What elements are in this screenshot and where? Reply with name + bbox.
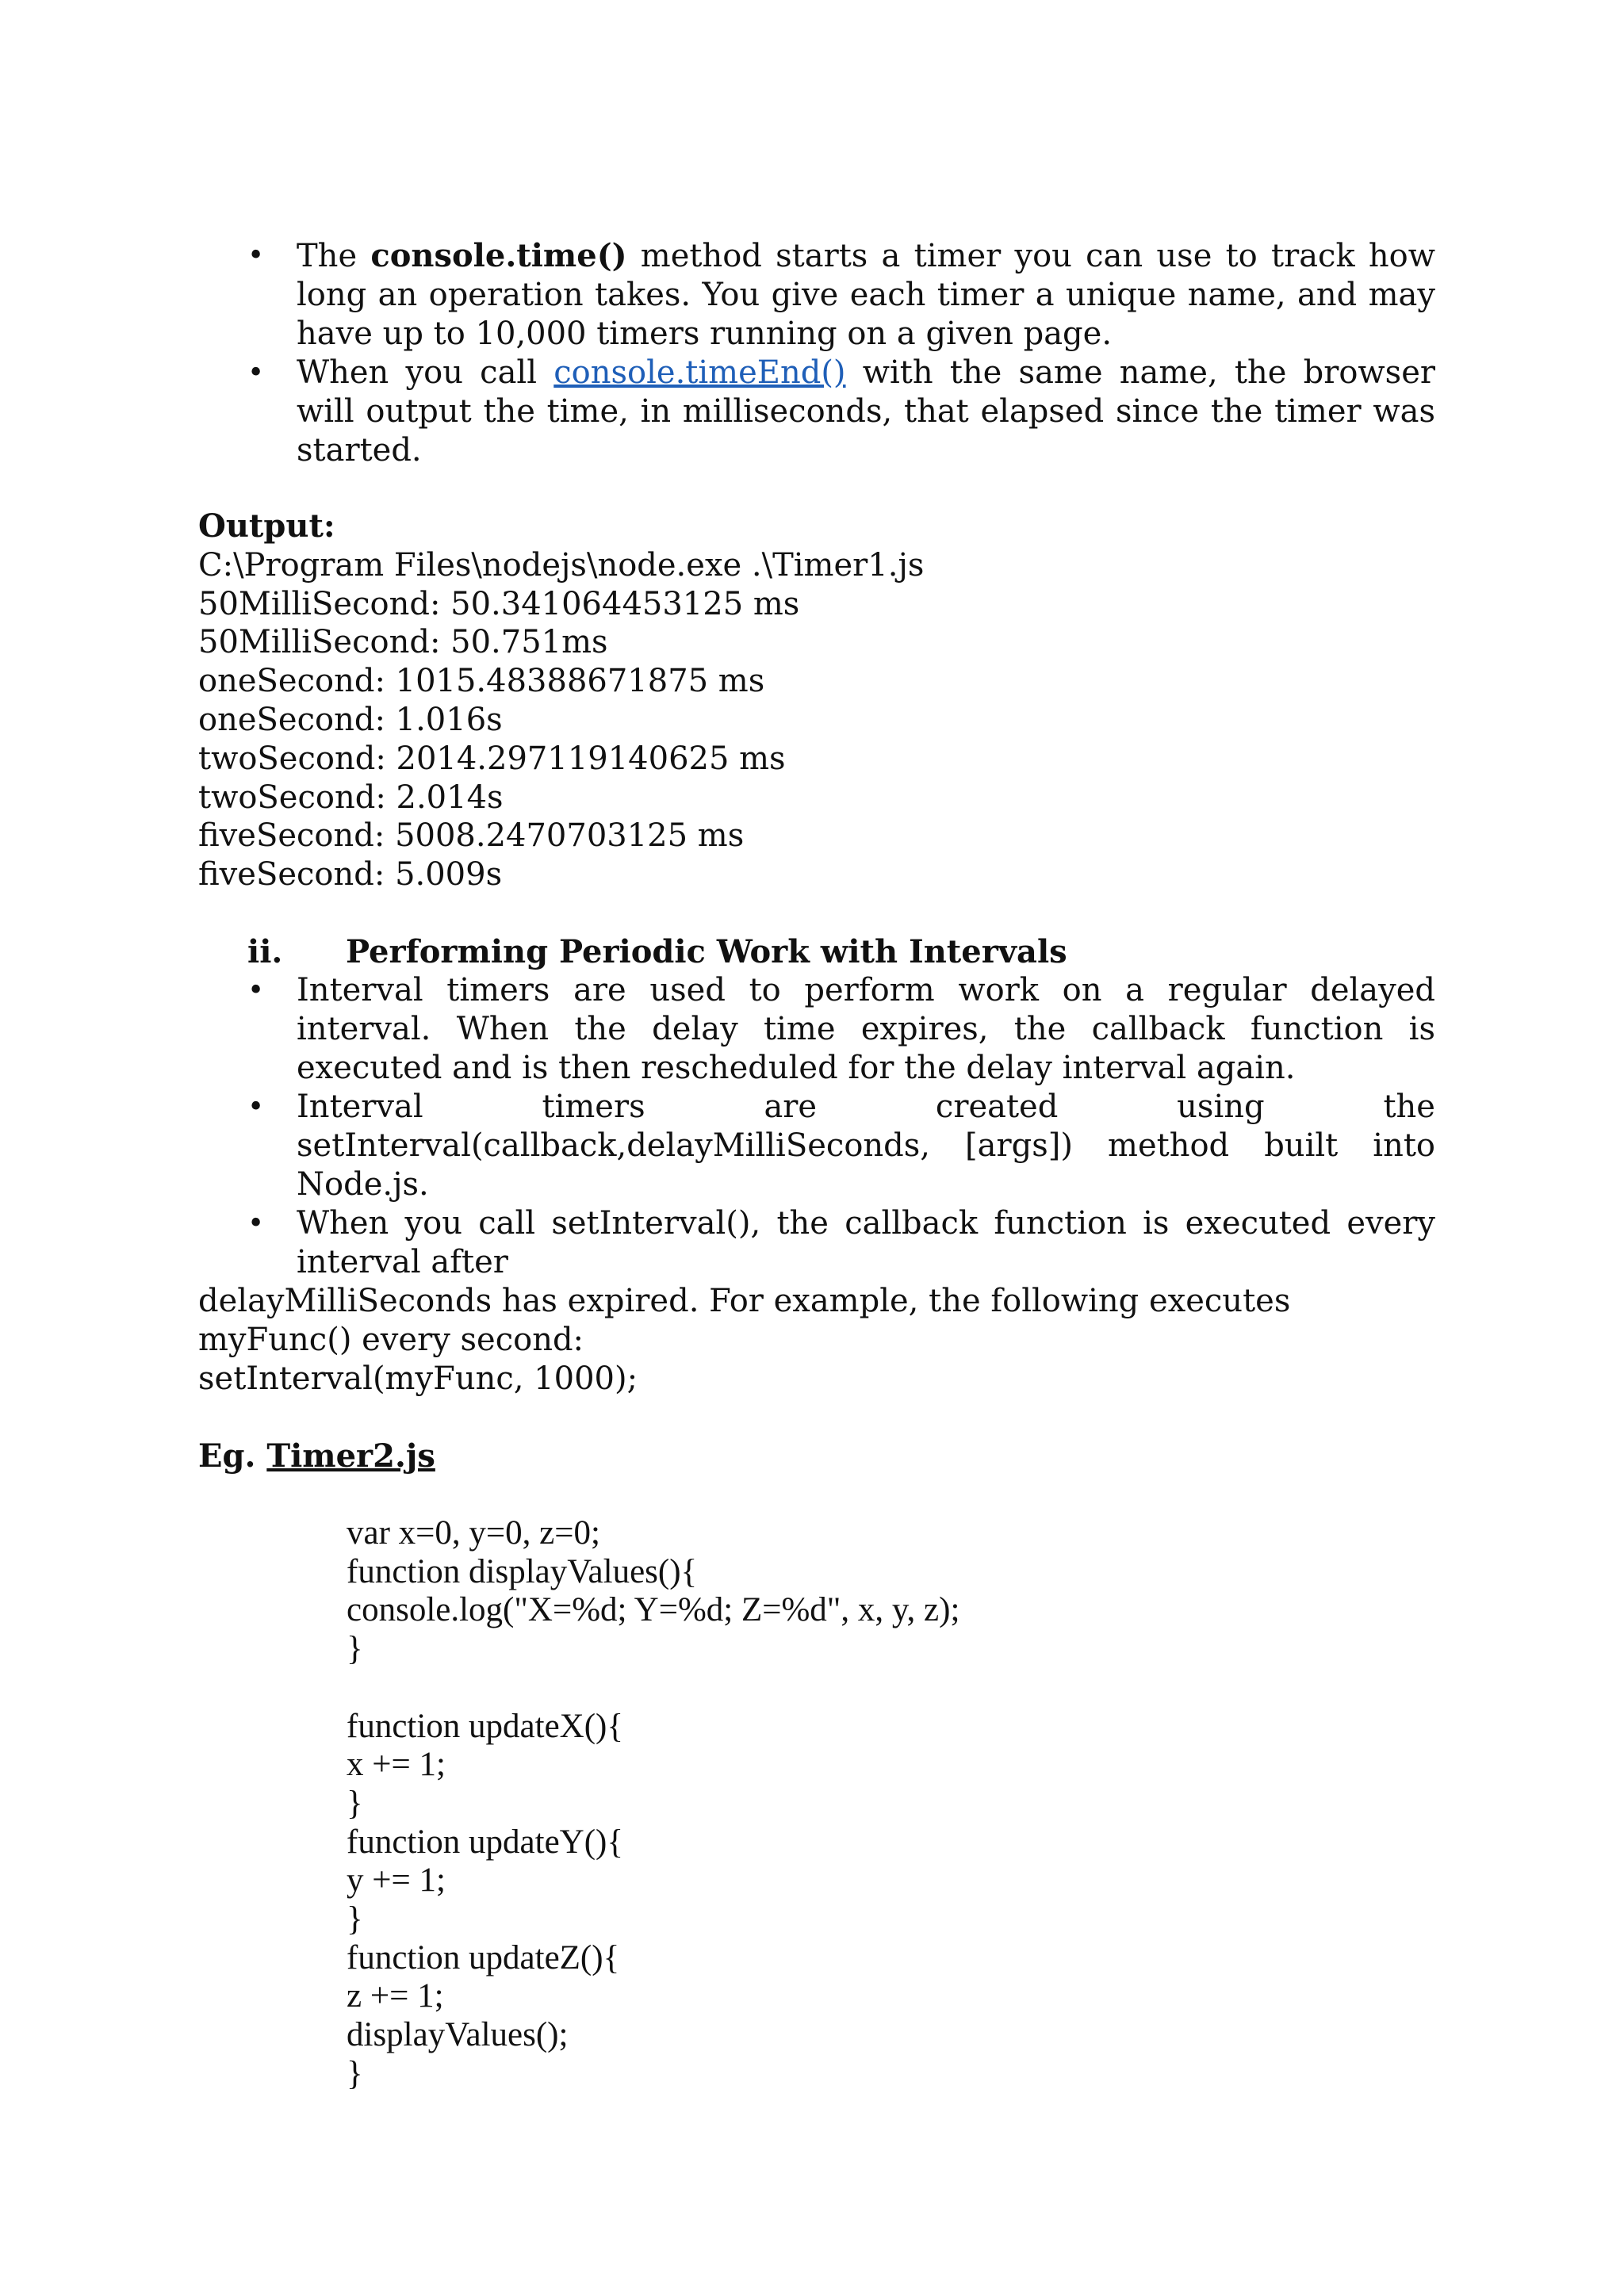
bullet-text: When you call [297,354,554,391]
bullet-word: using [1177,1089,1265,1125]
paragraph-block [198,1282,1435,1398]
example-heading [198,1437,435,1475]
code-line: } [347,1784,363,1822]
bullet-dot-icon: • [247,1091,265,1123]
output-line: C:\Program Files\nodejs\node.exe .\Timer1.js [198,546,925,584]
bullet-dot-icon: • [247,1207,265,1240]
bullet-text: with the same name, the browser will output the time, in milliseconds, that elapsed since the timer was started. [297,354,1435,469]
output-line: 50MilliSecond: 50.751ms [198,624,608,661]
output-block [198,507,1435,894]
code-line [347,1669,1377,1708]
bullet-setinterval-created [198,1088,1435,1204]
bullet-text: The [297,238,371,274]
code-line: x += 1; [347,1746,446,1784]
code-line: displayValues(); [347,2016,569,2054]
code-line: z += 1; [347,1977,444,2015]
code-line: function updateZ(){ [347,1938,620,1976]
output-line: fiveSecond: 5.009s [198,856,503,894]
bullet-console-timeend [198,354,1435,470]
paragraph-line: setInterval(myFunc, 1000); [198,1360,638,1397]
paragraph-line: delayMilliSeconds has expired. For example, the following executes [198,1283,1291,1319]
intro-bullet-list [198,236,1435,470]
output-line: twoSecond: 2014.297119140625 ms [198,740,786,777]
bullet-line: Node.js. [297,1166,429,1203]
console-time-keyword: console.time() [370,237,627,274]
bullet-text: method starts a timer you can use to track how long an operation takes. You give each timer a unique name, and may have up to 10,000 timers running on a given page. [297,238,1436,352]
code-line: var x=0, y=0, z=0; [347,1514,600,1552]
output-line: oneSecond: 1.016s [198,701,503,738]
output-line: 50MilliSecond: 50.341064453125 ms [198,585,800,622]
bullet-text: Interval timers are used to perform work on a regular delayed interval. When the delay time expires, the callback function is executed and is then rescheduled for the delay interval again. [297,972,1435,1086]
output-line: twoSecond: 2.014s [198,779,504,816]
paragraph-line: myFunc() every second: [198,1321,584,1358]
code-line: y += 1; [347,1862,446,1900]
bullet-word: created [935,1089,1059,1125]
section-title: Performing Periodic Work with Intervals [346,933,1067,970]
section-number: ii. [247,933,283,970]
code-block [347,1514,1377,2094]
code-line: } [347,2054,363,2092]
code-line: } [347,1630,363,1668]
code-line: function updateY(){ [347,1823,623,1861]
code-line: function displayValues(){ [347,1552,698,1590]
bullet-word: Interval [297,1089,423,1125]
code-line: } [347,1900,363,1938]
bullet-setinterval-call [198,1204,1435,1282]
bullet-word: are [764,1089,818,1125]
example-filename: Timer2.js [266,1437,435,1475]
code-line: console.log("X=%d; Y=%d; Z=%d", x, y, z); [347,1591,960,1629]
output-heading: Output: [198,507,335,545]
console-timeend-link[interactable]: console.timeEnd() [553,354,846,391]
bullet-line-justified [297,1088,1435,1127]
output-line: fiveSecond: 5008.2470703125 ms [198,817,745,855]
section-heading [247,932,1437,971]
bullet-word: the [1383,1089,1435,1125]
example-prefix: Eg. [198,1437,267,1475]
code-line: function updateX(){ [347,1707,623,1745]
bullet-interval-timers [198,971,1435,1088]
bullet-line-justified: setInterval(callback,delayMilliSeconds, [args]) method built into [297,1127,1435,1164]
bullet-dot-icon: • [247,357,265,389]
bullet-dot-icon: • [247,239,265,272]
bullet-dot-icon: • [247,974,265,1007]
bullet-word: timers [542,1089,645,1125]
interval-bullet-list [198,971,1435,1282]
bullet-console-time [198,236,1435,354]
bullet-text: When you call setInterval(), the callback function is executed every interval after [297,1205,1435,1280]
output-line: oneSecond: 1015.48388671875 ms [198,663,765,700]
